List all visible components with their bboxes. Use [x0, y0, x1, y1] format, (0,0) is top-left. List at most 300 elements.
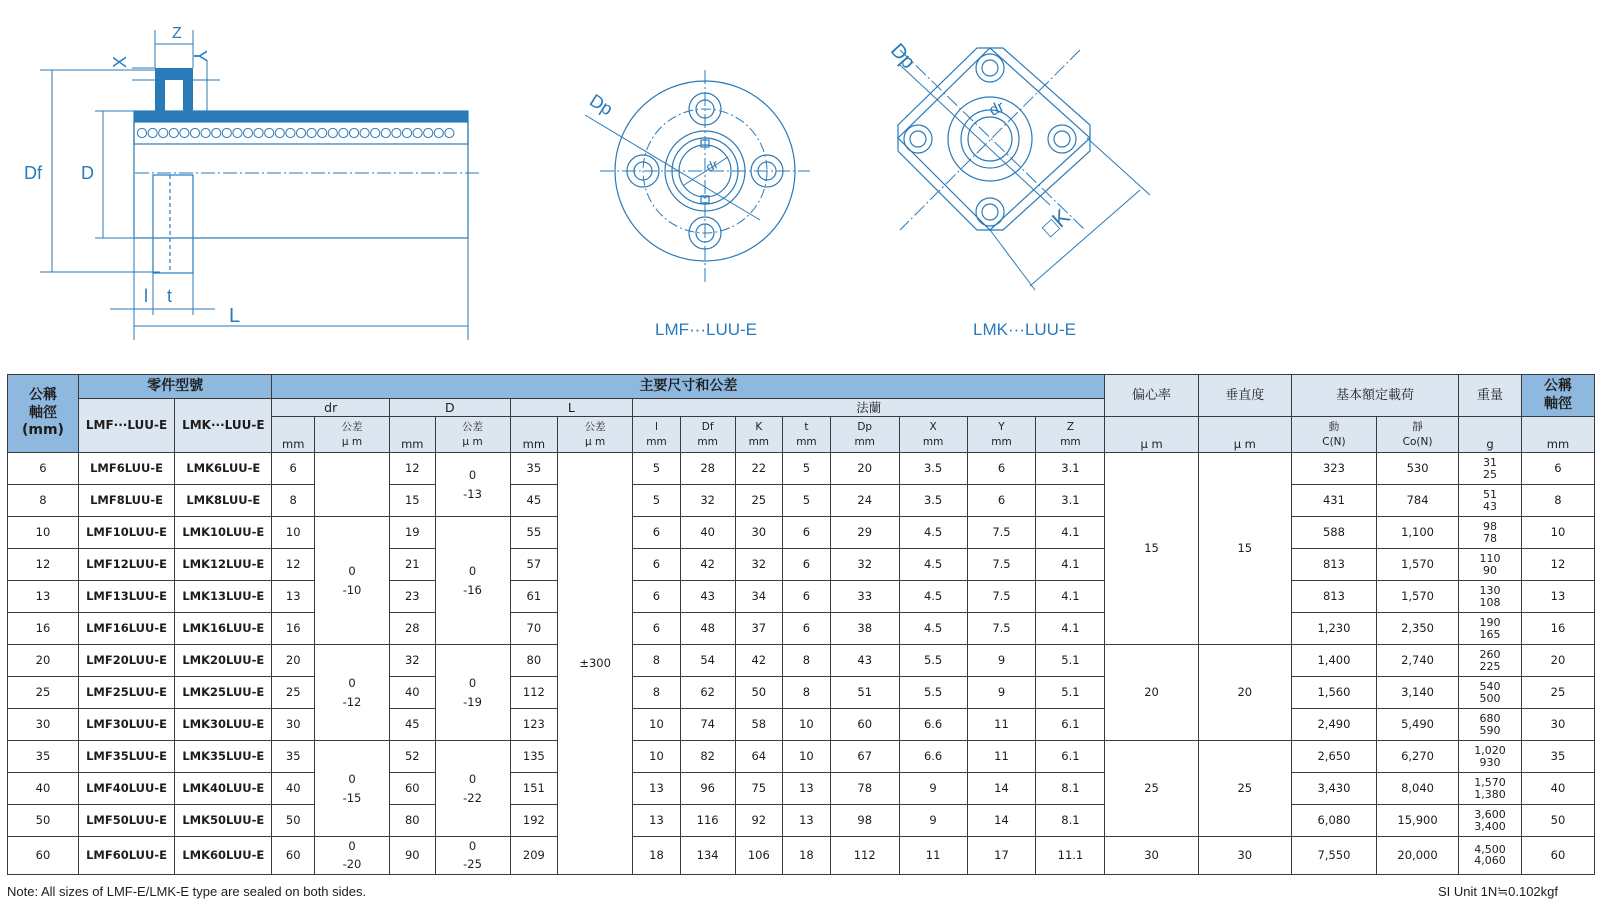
label-y: Y: [190, 50, 210, 63]
cell-L: 35: [510, 453, 558, 485]
ball: [254, 128, 263, 137]
cell-flange-l: 13: [633, 805, 681, 837]
ball: [212, 128, 221, 137]
cell-weight: 540 500: [1459, 677, 1522, 709]
cell-flange-l: 18: [633, 837, 681, 875]
cell-flange-dp: 67: [830, 741, 899, 773]
ball: [318, 128, 327, 137]
unit-flange-y: Y mm: [967, 417, 1036, 453]
cell-dynamic-load: 431: [1291, 485, 1376, 517]
cell-lmf-model: LMF40LUU-E: [78, 773, 174, 805]
cell-flange-z: 4.1: [1036, 549, 1105, 581]
cell-weight: 1,020 930: [1459, 741, 1522, 773]
cell-flange-l: 10: [633, 741, 681, 773]
cell-dynamic-load: 2,490: [1291, 709, 1376, 741]
cell-dr: 10: [272, 517, 315, 549]
cell-L: 209: [510, 837, 558, 875]
cell-L: 192: [510, 805, 558, 837]
cell-flange-l: 6: [633, 613, 681, 645]
ball: [360, 128, 369, 137]
header-load: 基本額定載荷: [1291, 375, 1458, 417]
cell-dr-tolerance: 0 -15: [314, 741, 389, 837]
cell-flange-x: 3.5: [899, 453, 967, 485]
lmf-dp-label: Dp: [586, 90, 617, 120]
cell-flange-k: 64: [735, 741, 783, 773]
cell-lmf-model: LMF50LUU-E: [78, 805, 174, 837]
ball: [169, 128, 178, 137]
cell-nominal: 50: [8, 805, 79, 837]
cell-weight: 3,600 3,400: [1459, 805, 1522, 837]
cell-L-tolerance: ±300: [558, 453, 633, 875]
cell-flange-df: 134: [680, 837, 735, 875]
cell-flange-x: 9: [899, 805, 967, 837]
cell-dynamic-load: 1,560: [1291, 677, 1376, 709]
cell-L: 80: [510, 645, 558, 677]
cell-flange-df: 32: [680, 485, 735, 517]
cell-L: 112: [510, 677, 558, 709]
cell-flange-t: 6: [783, 549, 831, 581]
table-row: [8, 773, 1595, 805]
cell-flange-y: 6: [967, 485, 1036, 517]
cell-flange-dp: 112: [830, 837, 899, 875]
cell-flange-df: 82: [680, 741, 735, 773]
ball: [307, 128, 316, 137]
cell-flange-l: 13: [633, 773, 681, 805]
cell-flange-x: 11: [899, 837, 967, 875]
cell-nominal: 60: [8, 837, 79, 875]
lmf-caption: LMF···LUU-E: [655, 320, 757, 339]
cell-dr: 60: [272, 837, 315, 875]
ball: [349, 128, 358, 137]
cell-L: 123: [510, 709, 558, 741]
cell-nominal: 8: [8, 485, 79, 517]
cell-lmk-model: LMK10LUU-E: [175, 517, 272, 549]
cell-weight: 190 165: [1459, 613, 1522, 645]
cell-flange-l: 5: [633, 485, 681, 517]
cell-nominal-right: 50: [1521, 805, 1594, 837]
cell-flange-z: 8.1: [1036, 773, 1105, 805]
cell-flange-dp: 51: [830, 677, 899, 709]
table-row: [8, 645, 1595, 677]
cell-flange-y: 11: [967, 741, 1036, 773]
ball-row: [137, 128, 454, 137]
cell-static-load: 3,140: [1377, 677, 1459, 709]
spec-table: [7, 374, 1595, 875]
cell-flange-x: 4.5: [899, 581, 967, 613]
flange-section: [153, 175, 193, 273]
cell-flange-t: 5: [783, 485, 831, 517]
cell-flange-y: 17: [967, 837, 1036, 875]
cell-static-load: 6,270: [1377, 741, 1459, 773]
cell-nominal-right: 12: [1521, 549, 1594, 581]
header-main-dims: 主要尺寸和公差: [272, 375, 1105, 399]
cell-nominal: 35: [8, 741, 79, 773]
flange-top-bar: [134, 111, 468, 122]
cell-flange-dp: 32: [830, 549, 899, 581]
header-weight: 重量: [1459, 375, 1522, 417]
cell-flange-k: 92: [735, 805, 783, 837]
cell-flange-dp: 29: [830, 517, 899, 549]
table-row: [8, 453, 1595, 485]
cell-static-load: 1,100: [1377, 517, 1459, 549]
flange-hole: [165, 80, 183, 111]
cell-flange-df: 62: [680, 677, 735, 709]
cell-weight: 680 590: [1459, 709, 1522, 741]
cell-L: 151: [510, 773, 558, 805]
cell-flange-t: 13: [783, 773, 831, 805]
cell-dynamic-load: 588: [1291, 517, 1376, 549]
cell-L: 135: [510, 741, 558, 773]
cell-flange-z: 4.1: [1036, 613, 1105, 645]
cell-nominal-right: 20: [1521, 645, 1594, 677]
cell-nominal: 40: [8, 773, 79, 805]
cell-D: 45: [389, 709, 435, 741]
cell-flange-t: 6: [783, 613, 831, 645]
cell-lmf-model: LMF20LUU-E: [78, 645, 174, 677]
cell-flange-z: 3.1: [1036, 485, 1105, 517]
table-row: [8, 485, 1595, 517]
cell-D-tolerance: 0 -16: [435, 517, 510, 645]
cell-lmk-model: LMK20LUU-E: [175, 645, 272, 677]
cell-flange-l: 6: [633, 581, 681, 613]
cell-nominal-right: 8: [1521, 485, 1594, 517]
cell-nominal-right: 25: [1521, 677, 1594, 709]
unit-nominal-right: mm: [1521, 417, 1594, 453]
table-row: [8, 741, 1595, 773]
cell-flange-t: 8: [783, 645, 831, 677]
cell-dr-tolerance: 0 -20: [314, 837, 389, 875]
ball: [275, 128, 284, 137]
cell-eccentricity: 25: [1105, 741, 1198, 837]
cell-flange-t: 10: [783, 709, 831, 741]
cell-lmf-model: LMF16LUU-E: [78, 613, 174, 645]
cell-flange-z: 6.1: [1036, 741, 1105, 773]
cell-flange-x: 4.5: [899, 613, 967, 645]
cell-flange-df: 42: [680, 549, 735, 581]
cell-flange-t: 8: [783, 677, 831, 709]
cell-D-tolerance: 0 -19: [435, 645, 510, 741]
cell-weight: 130 108: [1459, 581, 1522, 613]
cell-nominal-right: 6: [1521, 453, 1594, 485]
cell-nominal-right: 60: [1521, 837, 1594, 875]
note-si-unit: SI Unit 1N≒0.102kgf: [1437, 884, 1558, 899]
ball: [190, 128, 199, 137]
cell-weight: 110 90: [1459, 549, 1522, 581]
unit-flange-l: l mm: [633, 417, 681, 453]
cell-static-load: 15,900: [1377, 805, 1459, 837]
cell-L: 61: [510, 581, 558, 613]
ball: [243, 128, 252, 137]
cell-perpendicularity: 15: [1198, 453, 1291, 645]
ball: [381, 128, 390, 137]
cell-lmk-model: LMK30LUU-E: [175, 709, 272, 741]
cell-flange-k: 32: [735, 549, 783, 581]
cell-D: 80: [389, 805, 435, 837]
cell-flange-df: 96: [680, 773, 735, 805]
cell-flange-y: 7.5: [967, 517, 1036, 549]
cell-flange-k: 25: [735, 485, 783, 517]
table-row: [8, 581, 1595, 613]
cell-flange-dp: 98: [830, 805, 899, 837]
cell-flange-y: 14: [967, 805, 1036, 837]
unit-flange-z: Z mm: [1036, 417, 1105, 453]
header-L: L: [510, 399, 633, 417]
cell-lmf-model: LMF35LUU-E: [78, 741, 174, 773]
cell-flange-l: 8: [633, 645, 681, 677]
cell-flange-dp: 78: [830, 773, 899, 805]
cell-flange-df: 28: [680, 453, 735, 485]
header-D: D: [389, 399, 510, 417]
cell-static-load: 2,740: [1377, 645, 1459, 677]
unit-static: 靜 Co(N): [1377, 417, 1459, 453]
cell-dr: 16: [272, 613, 315, 645]
header-eccentricity: 偏心率: [1105, 375, 1198, 417]
cell-flange-k: 42: [735, 645, 783, 677]
cell-flange-l: 10: [633, 709, 681, 741]
cell-dr: 6: [272, 453, 315, 485]
unit-dr-tol: 公差 μ m: [314, 417, 389, 453]
cell-static-load: 5,490: [1377, 709, 1459, 741]
ball: [392, 128, 401, 137]
cell-flange-y: 9: [967, 645, 1036, 677]
cell-flange-df: 40: [680, 517, 735, 549]
cell-flange-df: 43: [680, 581, 735, 613]
cell-flange-df: 54: [680, 645, 735, 677]
unit-perp: μ m: [1198, 417, 1291, 453]
header-nominal-right: 公稱 軸徑: [1521, 375, 1594, 417]
cell-lmk-model: LMK25LUU-E: [175, 677, 272, 709]
cell-dr: 35: [272, 741, 315, 773]
table-row: [8, 837, 1595, 875]
cell-dr: 50: [272, 805, 315, 837]
cell-D: 90: [389, 837, 435, 875]
cell-L: 45: [510, 485, 558, 517]
ball: [222, 128, 231, 137]
cell-dr: 13: [272, 581, 315, 613]
cell-flange-y: 6: [967, 453, 1036, 485]
cell-dynamic-load: 7,550: [1291, 837, 1376, 875]
cell-D: 52: [389, 741, 435, 773]
table-row: [8, 613, 1595, 645]
lmk-dr-label: dr: [986, 98, 1007, 120]
cell-lmk-model: LMK40LUU-E: [175, 773, 272, 805]
cell-flange-y: 11: [967, 709, 1036, 741]
cell-flange-k: 37: [735, 613, 783, 645]
unit-D-tol: 公差 μ m: [435, 417, 510, 453]
cell-static-load: 530: [1377, 453, 1459, 485]
cell-flange-z: 5.1: [1036, 677, 1105, 709]
cell-dr-tolerance: 0 -12: [314, 645, 389, 741]
unit-flange-k: K mm: [735, 417, 783, 453]
cell-D: 19: [389, 517, 435, 549]
ball: [296, 128, 305, 137]
table-row: [8, 709, 1595, 741]
cell-D-tolerance: 0 -22: [435, 741, 510, 837]
cell-lmk-model: LMK50LUU-E: [175, 805, 272, 837]
ball: [445, 128, 454, 137]
ball: [265, 128, 274, 137]
cell-flange-dp: 38: [830, 613, 899, 645]
cell-dr: 40: [272, 773, 315, 805]
cell-lmk-model: LMK13LUU-E: [175, 581, 272, 613]
cell-D-tolerance: 0 -13: [435, 453, 510, 517]
cell-nominal: 12: [8, 549, 79, 581]
cell-weight: 4,500 4,060: [1459, 837, 1522, 875]
cell-dynamic-load: 1,400: [1291, 645, 1376, 677]
header-perpendicularity: 垂直度: [1198, 375, 1291, 417]
cell-flange-y: 7.5: [967, 581, 1036, 613]
cell-nominal: 10: [8, 517, 79, 549]
cell-perpendicularity: 30: [1198, 837, 1291, 875]
cell-flange-dp: 60: [830, 709, 899, 741]
cell-dynamic-load: 813: [1291, 581, 1376, 613]
cell-flange-z: 4.1: [1036, 517, 1105, 549]
ball: [286, 128, 295, 137]
cell-lmf-model: LMF8LUU-E: [78, 485, 174, 517]
cell-flange-x: 9: [899, 773, 967, 805]
cell-flange-x: 3.5: [899, 485, 967, 517]
table-row: [8, 517, 1595, 549]
cell-flange-k: 58: [735, 709, 783, 741]
cell-perpendicularity: 20: [1198, 645, 1291, 741]
cell-flange-df: 48: [680, 613, 735, 645]
cell-dr: 20: [272, 645, 315, 677]
ball: [339, 128, 348, 137]
cell-flange-z: 3.1: [1036, 453, 1105, 485]
cell-flange-y: 7.5: [967, 549, 1036, 581]
cell-flange-t: 10: [783, 741, 831, 773]
ball: [402, 128, 411, 137]
cell-flange-y: 7.5: [967, 613, 1036, 645]
cell-D: 23: [389, 581, 435, 613]
cell-weight: 98 78: [1459, 517, 1522, 549]
cell-flange-x: 6.6: [899, 709, 967, 741]
cell-lmk-model: LMK60LUU-E: [175, 837, 272, 875]
cell-flange-k: 22: [735, 453, 783, 485]
unit-D-mm: mm: [389, 417, 435, 453]
header-dr: dr: [272, 399, 390, 417]
cell-lmf-model: LMF13LUU-E: [78, 581, 174, 613]
unit-flange-x: X mm: [899, 417, 967, 453]
cell-flange-t: 6: [783, 581, 831, 613]
label-l-small: l: [144, 286, 148, 306]
cell-nominal-right: 35: [1521, 741, 1594, 773]
unit-flange-t: t mm: [783, 417, 831, 453]
cell-weight: 1,570 1,380: [1459, 773, 1522, 805]
cell-lmf-model: LMF6LUU-E: [78, 453, 174, 485]
cell-dynamic-load: 3,430: [1291, 773, 1376, 805]
cell-flange-t: 5: [783, 453, 831, 485]
cell-D: 28: [389, 613, 435, 645]
unit-L-tol: 公差 μ m: [558, 417, 633, 453]
label-df: Df: [24, 163, 42, 183]
cell-flange-dp: 33: [830, 581, 899, 613]
cell-flange-x: 4.5: [899, 517, 967, 549]
cell-static-load: 1,570: [1377, 581, 1459, 613]
cell-dr: 12: [272, 549, 315, 581]
cell-eccentricity: 20: [1105, 645, 1198, 741]
header-lmk-col: LMK···LUU-E: [175, 399, 272, 453]
technical-drawings: [0, 0, 1600, 360]
unit-flange-dp: Dp mm: [830, 417, 899, 453]
cell-dr-tolerance: [314, 453, 389, 517]
cell-flange-x: 5.5: [899, 677, 967, 709]
ball: [413, 128, 422, 137]
spec-table-body: [8, 453, 1595, 875]
cell-dynamic-load: 6,080: [1291, 805, 1376, 837]
cell-flange-k: 106: [735, 837, 783, 875]
ball: [371, 128, 380, 137]
cell-L: 57: [510, 549, 558, 581]
cell-dr-tolerance: 0 -10: [314, 517, 389, 645]
cell-D: 21: [389, 549, 435, 581]
cell-flange-z: 6.1: [1036, 709, 1105, 741]
cell-dynamic-load: 2,650: [1291, 741, 1376, 773]
lmk-dp-label: Dp: [885, 39, 920, 74]
label-z: Z: [172, 25, 182, 42]
cell-nominal: 6: [8, 453, 79, 485]
cell-nominal: 13: [8, 581, 79, 613]
cell-flange-df: 74: [680, 709, 735, 741]
cell-flange-x: 5.5: [899, 645, 967, 677]
cell-D: 12: [389, 453, 435, 485]
cell-static-load: 784: [1377, 485, 1459, 517]
cell-static-load: 2,350: [1377, 613, 1459, 645]
cell-flange-dp: 20: [830, 453, 899, 485]
unit-dynamic: 動 C(N): [1291, 417, 1376, 453]
header-part-no: 零件型號: [78, 375, 272, 399]
cell-nominal: 20: [8, 645, 79, 677]
header-flange: 法蘭: [633, 399, 1105, 417]
cell-L: 55: [510, 517, 558, 549]
note-sealed: Note: All sizes of LMF-E/LMK-E type are sealed on both sides.: [7, 884, 367, 899]
unit-weight: g: [1459, 417, 1522, 453]
cell-perpendicularity: 25: [1198, 741, 1291, 837]
cell-D: 40: [389, 677, 435, 709]
label-x: X: [110, 55, 130, 68]
label-d: D: [81, 163, 94, 183]
cell-nominal-right: 40: [1521, 773, 1594, 805]
cell-weight: 260 225: [1459, 645, 1522, 677]
header-lmf-col: LMF···LUU-E: [78, 399, 174, 453]
label-t: t: [167, 286, 173, 306]
ball: [233, 128, 242, 137]
cell-flange-z: 8.1: [1036, 805, 1105, 837]
cell-lmk-model: LMK8LUU-E: [175, 485, 272, 517]
ball: [424, 128, 433, 137]
cell-flange-dp: 43: [830, 645, 899, 677]
cell-static-load: 1,570: [1377, 549, 1459, 581]
cell-flange-t: 18: [783, 837, 831, 875]
unit-L-mm: mm: [510, 417, 558, 453]
cell-lmk-model: LMK16LUU-E: [175, 613, 272, 645]
cell-lmf-model: LMF25LUU-E: [78, 677, 174, 709]
lmf-dr-label: dr: [703, 156, 721, 175]
cell-dynamic-load: 1,230: [1291, 613, 1376, 645]
cell-weight: 51 43: [1459, 485, 1522, 517]
lmk-front-view: [886, 40, 1150, 339]
cell-flange-x: 4.5: [899, 549, 967, 581]
cell-flange-z: 11.1: [1036, 837, 1105, 875]
cell-lmf-model: LMF10LUU-E: [78, 517, 174, 549]
ball: [137, 128, 146, 137]
cell-D-tolerance: 0 -25: [435, 837, 510, 875]
header-nominal: 公稱 軸徑 (mm): [8, 375, 79, 453]
cell-static-load: 20,000: [1377, 837, 1459, 875]
cell-dr: 25: [272, 677, 315, 709]
cell-flange-dp: 24: [830, 485, 899, 517]
cell-flange-l: 5: [633, 453, 681, 485]
